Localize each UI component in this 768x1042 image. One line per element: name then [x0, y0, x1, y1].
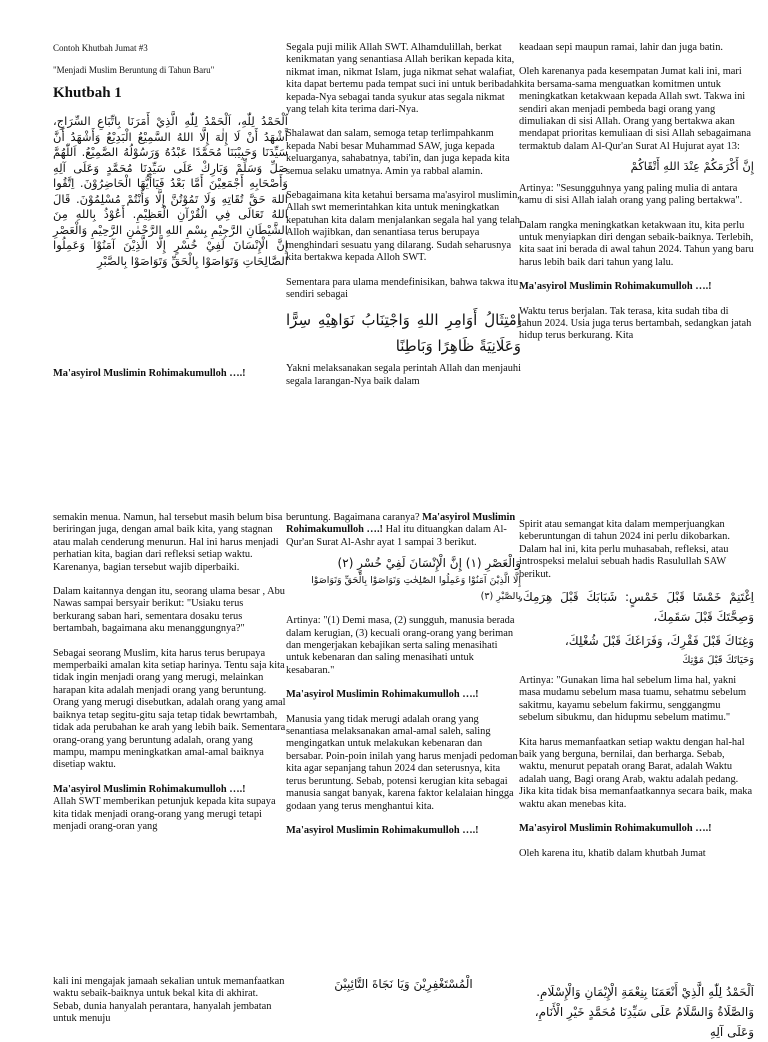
paragraph: Oleh karenanya pada kesempatan Jumat kali ini, mari kita bersama-sama menguatkan komitmen untuk meningkatkan ketakwaan kepada Allah swt. Takwa ini sendiri akan menjadi pembeda bagi orang yang dimuliakan di sisi Allah. Orang yang bertakwa akan mendapat prioritas kemuliaan di sisi Allah sebagaimana termaktub dalam Al-Qur'an Surat Al Hujurat ayat 13: [519, 66, 751, 152]
callout-inline: Ma'asyirol Muslimin Rohimakumulloh ….! [286, 512, 516, 536]
page3-column-3 [519, 982, 754, 1042]
paragraph: Spirit atau semangat kita dalam memperjuangkan keberuntungan di tahun 2024 ini perlu dikobarkan. Dalam hal ini, kita perlu muhasabah, refleksi, atau introspeksi melalui sebuah hadis Rasulullah SAW berikut. [519, 519, 730, 580]
paragraph: Sebagaimana kita ketahui bersama ma'asyirol muslimin, Allah swt memerintahkan kita untuk meningkatkan kepatuhan kita dalam menjalankan segala hal yang telah Alloh wajibkan, dan senantiasa terus berupaya menghindari sesuatu yang dilarang. Sudah seharusnya kita bertakwa kepada Alloh SWT. [286, 190, 520, 264]
page3-column-2 [286, 974, 521, 1006]
paragraph: Shalawat dan salam, semoga tetap terlimpahkanm kepada Nabi besar Muhammad SAW, juga kepada keluarganya, sahabatnya, tabi'in, dan juga kepada kita semua selaku umatnya. Amin ya rabbal alamin. [286, 128, 510, 177]
page2-column-3 [519, 519, 754, 872]
paragraph: kali ini mengajak jamaah sekalian untuk memanfaatkan waktu sebaik-baiknya untuk bekal kita di akhirat. Sebab, dunia hanyalah perantara, hanyalah jembatan untuk menuju [53, 976, 285, 1025]
callout-text: Ma'asyirol Muslimin Rohimakumulloh ….! [53, 368, 246, 379]
arabic-verse-ashr-1: وَالْعَصْرِ (١) إِنَّ الْإِنْسَانَ لَفِيْ خُسْرٍ (٢) [337, 556, 521, 571]
paragraph: Dalam kaitannya dengan itu, seorang ulama besar , Abu Nawas sampai bersyair berikut: "Usiaku terus berkurang saban hari, sementara dosaku terus bertambah, bagaimana aku menanggungnya?" [53, 586, 285, 635]
callout-text: Ma'asyirol Muslimin Rohimakumulloh ….! [519, 823, 712, 835]
paragraph: Artinya: "Gunakan lima hal sebelum lima hal, yakni masa mudamu sebelum masa tuamu, sehatmu sebelum sakitmu, kayamu sebelum fakirmu, senggangmu sebelum sibukmu, dan hidupmu sebelum matimu." [519, 675, 747, 724]
callout-text: Ma'asyirol Muslimin Rohimakumulloh ….! [286, 689, 479, 701]
doc-subtitle: "Menjadi Muslim Beruntung di Tahun Baru" [53, 65, 215, 75]
doc-label: Contoh Khutbah Jumat #3 [53, 43, 148, 53]
paragraph: Manusia yang tidak merugi adalah orang yang senantiasa melaksanakan amal-amal saleh, saling mengingatkan untuk melakukan kebenaran dan bersabar. Poin-poin inilah yang harus menjadi pedoman kita agar sepanjang tahun 2024 dan seterusnya, kita terus beruntung. Sebab, potensi kerugian kita sebagai manusia sangat banyak, karena faktor kelalaian hingga godaan yang terus menghantui kita. [286, 713, 518, 812]
page3-column-1 [53, 976, 288, 1038]
paragraph: Oleh karena itu, khatib dalam khutbah Jumat [519, 847, 706, 859]
page1-column-1 [53, 42, 288, 281]
paragraph: Kita harus memanfaatkan setiap waktu dengan hal-hal baik yang berguna, bernilai, dan berharga. Sebab, waktu, menurut pepatah orang Barat, adalah Waktu adalah uang, Bagi orang Arab, waktu adalah pedang. Jika kita tidak bisa memanfaatkannya secara baik, maka waktu akan menebas kita. [519, 736, 753, 810]
arabic-hadith-line-2: وَغِنَاكَ قَبْلَ فَقْرِكَ، وَفَرَاغَكَ قَبْلَ شُغْلِكَ، [564, 634, 754, 649]
paragraph-text: Hal itu dituangkan dalam Al-Qur'an Surat Al-Ashr ayat 1 sampai 3 berikut. [286, 524, 507, 548]
paragraph: Dalam rangka meningkatkan ketakwaan itu, kita perlu untuk menyiapkan diri dengan sebaik-baiknya. Terlebih, kita saat ini berada di awal tahun 2024. Tahun yang baru harus lebih baik dari tahun yang lalu. [519, 219, 754, 268]
paragraph: Allah SWT memberikan petunjuk kepada kita supaya kita tidak menjadi orang-orang yang merugi tetapi menjadi orang-oran yang [53, 796, 276, 832]
paragraph: Waktu terus berjalan. Tak terasa, kita sudah tiba di tahun 2024. Usia juga terus bertambah, sedangkan jatah hidup terus berkurang. Kita [519, 305, 752, 342]
callout-text: Ma'asyirol Muslimin Rohimakumulloh ….! [286, 824, 479, 836]
paragraph: Sebagai seorang Muslim, kita harus terus berupaya memperbaiki amalan kita setiap harinya. Tentu saja kita tidak ingin menjadi orang yang merugi, melainkan harapan kita adalah menjadi orang yang beruntung. Orang yang merugi disebutkan, adalah orang yang amal baiknya tetap segitu-gitu saja tetap tidak bewrtambah, tidak ada perubahan ke arah yang lebih baik. Sementara orang-orang yang beruntung adalah, orang yang mampu, mampu meningkatkan amal-amal baiknya disetiap waktu. [53, 647, 286, 771]
paragraph: Sementara para ulama mendefinisikan, bahwa takwa itu sendiri sebagai [286, 276, 519, 300]
arabic-taqwa-definition: اِمْتِثَالُ أَوَامِرِ اللهِ وَاجْتِنَابُ نَوَاهِيْهِ سِرًّا وَعَلَانِيَةً ظَاهِرًا وَبَاطِنًا [286, 311, 521, 356]
page1-column-2 [286, 42, 521, 400]
paragraph: Artinya: "Sesungguhnya yang paling mulia di antara kamu di sisi Allah ialah orang yang paling bertakwa". [519, 182, 743, 207]
callout-text: Ma'asyirol Muslimin Rohimakumulloh ….! [53, 783, 246, 795]
page-title: Khutbah 1 [53, 85, 122, 101]
page1-column-1-callout [53, 368, 288, 392]
arabic-closing-prayer: الْمُسْتَغْفِرِيْنَ وَيَا نَجَاةَ التَّائِبِيْنَ [334, 977, 473, 991]
arabic-khutbah-2-line-2: وَالصَّلَاةُ وَالسَّلَامُ عَلَى سَيِّدِنَا مُحَمَّدٍ خَيْرِ الْأَنَامِ، وَعَلَى آلِهِ [534, 1005, 754, 1039]
arabic-hadith-line-3: وَحَيَاتَكَ قَبْلَ مَوْتِكَ [682, 655, 754, 667]
paragraph: Yakni melaksanakan segala perintah Allah dan menjauhi segala larangan-Nya baik dalam [286, 363, 521, 387]
arabic-verse-ashr-2: إِلَّا الَّذِيْنَ آمَنُوْا وَعَمِلُوا الصّٰلِحٰتِ وَتَوَاصَوْا بِالْحَقِّ وَتَوَاصَوْا بِالصَّبْرِ (٣) [311, 575, 521, 603]
paragraph [286, 512, 521, 549]
paragraph: semakin menua. Namun, hal tersebut masih belum bisa beriringan juga, dengan amal baik kita, yang stagnan atau malah cenderung menurun. Hal ini harus menjadi perhatian kita, bagian dari refleksi setiap waktu. Karenanya, bagian tersebut wajib diperbaiki. [53, 512, 283, 573]
paragraph: Segala puji milik Allah SWT. Alhamdulillah, berkat kenikmatan yang senantiasa Allah berikan kepada kita, nikmat iman, nikmat Islam, juga nikmat sehat walafiat, kita dapat bertemu pada tempat suci ini untuk beribadah kepada-Nya sebagai tanda syukur atas segala nikmat yang telah kita terima dari-Nya. [286, 42, 520, 116]
arabic-verse-hujurat: إِنَّ أَكْرَمَكُمْ عِنْدَ اللهِ أَتْقَاكُمْ [630, 159, 754, 174]
paragraph-text: beruntung. Bagaimana caranya? [286, 512, 423, 523]
paragraph: keadaan sepi maupun ramai, lahir dan juga batin. [519, 42, 723, 53]
page1-column-3 [519, 42, 754, 355]
page2-column-2 [286, 512, 521, 849]
paragraph: Artinya: "(1) Demi masa, (2) sungguh, manusia berada dalam kerugian, (3) kecuali orang-orang yang beriman dan mengerjakan kebajikan serta saling menasihati untuk kebenaran dan saling menasihati untuk kesabaran." [286, 615, 515, 676]
arabic-hadith-line-1: اِغْتَنِمْ خَمْسًا قَبْلَ خَمْسٍ: شَبَابَكَ قَبْلَ هِرَمِكَ، وَصِحَّتَكَ قَبْلَ سَقَمِكَ، [519, 590, 754, 625]
arabic-opening: اَلْحَمْدُ لِلّٰهِ، اَلْحَمْدُ لِلّٰهِ الَّذِيْ أَمَرَنَا بِاتِّبَاعِ السِّرَاجِ، أَشْهَدُ أَنْ لَا إِلٰهَ إِلَّا اللهُ السَّمِيْعُ الْبَدِيْعُ وَأَشْهَدُ أَنَّ سَيِّدَنَا وَحَبِيْبَنَا مُحَمَّدًا عَبْدُهُ وَرَسُوْلُهُ الصَّمِيْعُ. اَللّٰهُمَّ صَلِّ وَسَلِّمْ وَبَارِكْ عَلَى سَيِّدِنَا مُحَمَّدٍ وَعَلَى آلِهِ وَأَصْحَابِهِ أَجْمَعِيْنَ أَمَّا بَعْدُ فَيَاأَيُّهَا الْحَاضِرُوْنَ. اِتَّقُوا اللهَ حَقَّ تُقَاتِهِ وَلَا تَمُوْتُنَّ إِلَّا وَأَنْتُمْ مُسْلِمُوْنَ. قَالَ اللهُ تَعَالَى فِي الْقُرْآنِ الْعَظِيْمِ. أَعُوْذُ بِاللهِ مِنَ الشَّيْطَانِ الرَّجِيْمِ بِسْمِ اللهِ الرَّحْمٰنِ الرَّحِيْمِ وَالْعَصْرِ إِنَّ الْإِنْسَانَ لَفِيْ خُسْرٍ إِلَّا الَّذِيْنَ آمَنُوْا وَعَمِلُوا الصَّالِحَاتِ وَتَوَاصَوْا بِالْحَقِّ وَتَوَاصَوْا بِالصَّبْرِ [53, 114, 288, 268]
arabic-khutbah-2-line-1: اَلْحَمْدُ لِلّٰهِ الَّذِيْ أَنْعَمَنَا بِنِعْمَةِ الْإِيْمَانِ وَالْإِسْلَامِ. [536, 985, 754, 999]
callout-text: Ma'asyirol Muslimin Rohimakumulloh ….! [519, 281, 712, 293]
page2-column-1 [53, 512, 288, 845]
